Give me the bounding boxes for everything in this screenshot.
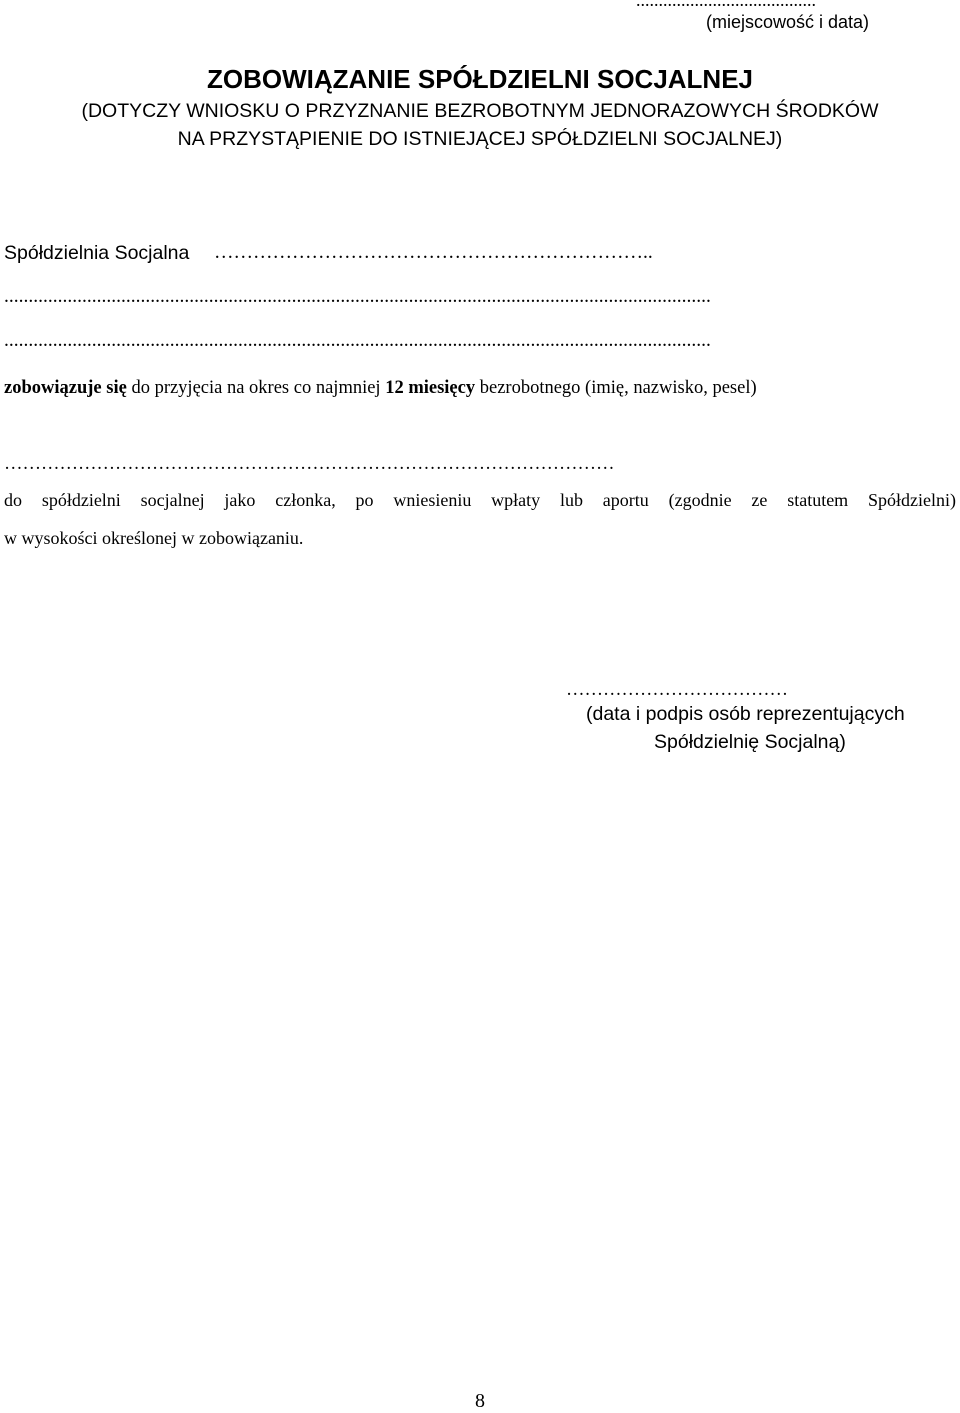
signature-label-line-2: Spółdzielnię Socjalną) (654, 731, 846, 753)
document-subtitle-line-2: NA PRZYSTĄPIENIE DO ISTNIEJĄCEJ SPÓŁDZIELNI SOCJALNEJ) (177, 128, 783, 150)
signature-label-line-1: (data i podpis osób reprezentujących (586, 703, 905, 725)
page-number: 8 (475, 1390, 485, 1412)
commitment-sentence (4, 378, 757, 399)
commitment-text-2: bezrobotnego (imię, nazwisko, pesel) (475, 378, 757, 398)
document-subtitle-line-1: (DOTYCZY WNIOSKU O PRZYZNANIE BEZROBOTNYM JEDNORAZOWYCH ŚRODKÓW (81, 100, 879, 122)
signature-line-dots: ……………………………… (566, 680, 788, 700)
date-line-dots: ........................................ (636, 0, 816, 10)
unemployed-person-field: ……………………………………………………………………………………… (4, 454, 615, 474)
cooperative-address-field-2: ................................................................................................................................................. (4, 330, 711, 351)
document-title: ZOBOWIĄZANIE SPÓŁDZIELNI SOCJALNEJ (206, 64, 754, 94)
place-date-label: (miejscowość i data) (706, 12, 870, 32)
commitment-bold-verb: zobowiązuje się (4, 378, 127, 398)
body-text-line-2: w wysokości określonej w zobowiązaniu. (4, 528, 304, 548)
cooperative-name-field: ………………………………………………………….. (214, 242, 653, 263)
cooperative-address-field-1: ................................................................................................................................................. (4, 286, 711, 307)
commitment-bold-period: 12 miesięcy (385, 378, 476, 398)
commitment-text-1: do przyjęcia na okres co najmniej (126, 378, 386, 398)
cooperative-label: Spółdzielnia Socjalna (4, 242, 190, 264)
body-text-line-1: do spółdzielni socjalnej jako członka, po wniesieniu wpłaty lub aportu (zgodnie ze statutem Spółdzielni) (4, 490, 956, 510)
